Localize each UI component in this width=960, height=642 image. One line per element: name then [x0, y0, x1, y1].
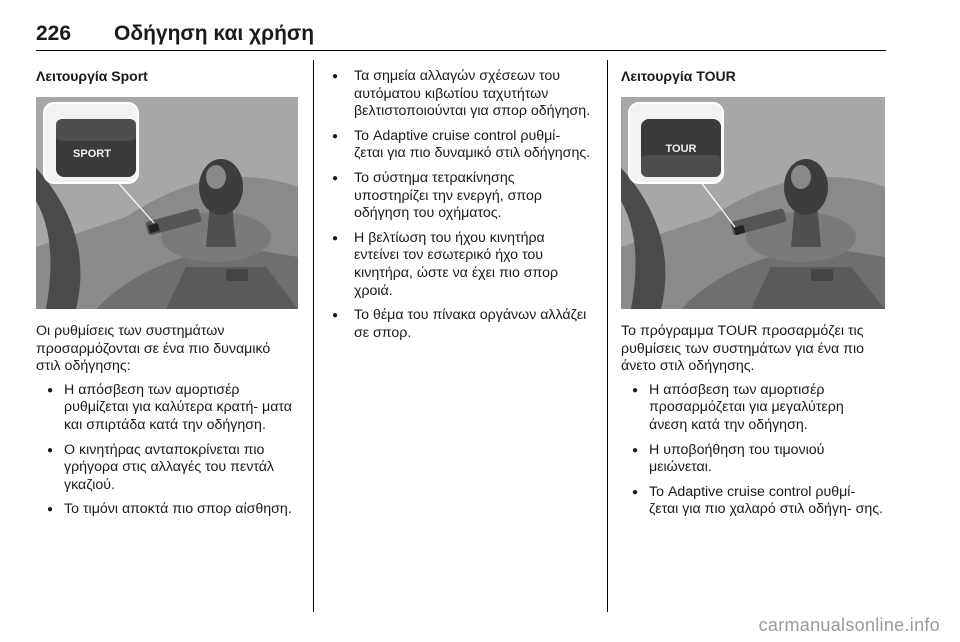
column-divider	[607, 60, 608, 612]
tour-bullet-list	[621, 382, 885, 519]
list-item: ● Η βελτίωση του ήχου κινητήρα εντείνει τον εσωτερικό ήχο του κινητήρα, ώστε να έχει πιο σπορ χροιά.	[330, 230, 592, 300]
sport-cont-bullet-list	[330, 68, 592, 342]
section-title-sport: Λειτουργία Sport	[36, 68, 148, 84]
column-sport-continued	[330, 60, 592, 349]
sport-intro: Οι ρυθμίσεις των συστημάτων προσαρμόζονται σε ένα πιο δυναμικό στιλ οδήγησης:	[36, 323, 271, 375]
figure-tour-button	[621, 97, 885, 309]
list-item: ● Το τιμόνι αποκτά πιο σπορ αίσθηση.	[36, 501, 298, 519]
section-title-tour: Λειτουργία TOUR	[621, 68, 736, 84]
list-item: ● Ο κινητήρας ανταποκρίνεται πιο γρήγορα στις αλλαγές του πεντάλ γκαζιού.	[36, 442, 298, 495]
column-divider	[313, 60, 314, 612]
list-item: ● Η υποβοήθηση του τιμονιού μειώνεται.	[621, 442, 885, 477]
chapter-title: Οδήγηση και χρήση	[114, 22, 315, 45]
column-tour	[621, 60, 885, 526]
list-item: ● Η απόσβεση των αμορτισέρ προσαρμόζεται για μεγαλύτερη άνεση κατά την οδήγηση.	[621, 382, 885, 435]
page-header	[36, 22, 886, 51]
list-item: ● Το Adaptive cruise control ρυθμί‐ ζεται για πιο δυναμικό στιλ οδήγησης.	[330, 128, 592, 163]
column-sport	[36, 60, 298, 526]
watermark: carmanualsonline.info	[758, 615, 940, 635]
list-item: ● Το Adaptive cruise control ρυθμί‐ ζεται για πιο χαλαρό στιλ οδήγη‐ σης.	[621, 484, 885, 519]
sport-button-label: SPORT	[73, 148, 111, 160]
list-item: ● Το θέμα του πίνακα οργάνων αλλάζει σε σπορ.	[330, 307, 592, 342]
list-item: ● Τα σημεία αλλαγών σχέσεων του αυτόματου κιβωτίου ταχυτήτων βελτιστοποιούνται για σπορ οδήγηση.	[330, 68, 592, 121]
list-item: ● Η απόσβεση των αμορτισέρ ρυθμίζεται για καλύτερα κρατή‐ ματα και σπιρτάδα κατά την οδήγηση.	[36, 382, 298, 435]
figure-sport-button	[36, 97, 298, 309]
tour-intro: Το πρόγραμμα TOUR προσαρμόζει τις ρυθμίσεις των συστημάτων για ένα πιο άνετο στιλ οδήγησης.	[621, 323, 865, 375]
tour-button-label: TOUR	[665, 143, 697, 155]
page-number: 226	[36, 22, 72, 45]
sport-bullet-list	[36, 382, 298, 519]
list-item: ● Το σύστημα τετρακίνησης υποστηρίζει την ενεργή, σπορ οδήγηση του οχήματος.	[330, 170, 592, 223]
